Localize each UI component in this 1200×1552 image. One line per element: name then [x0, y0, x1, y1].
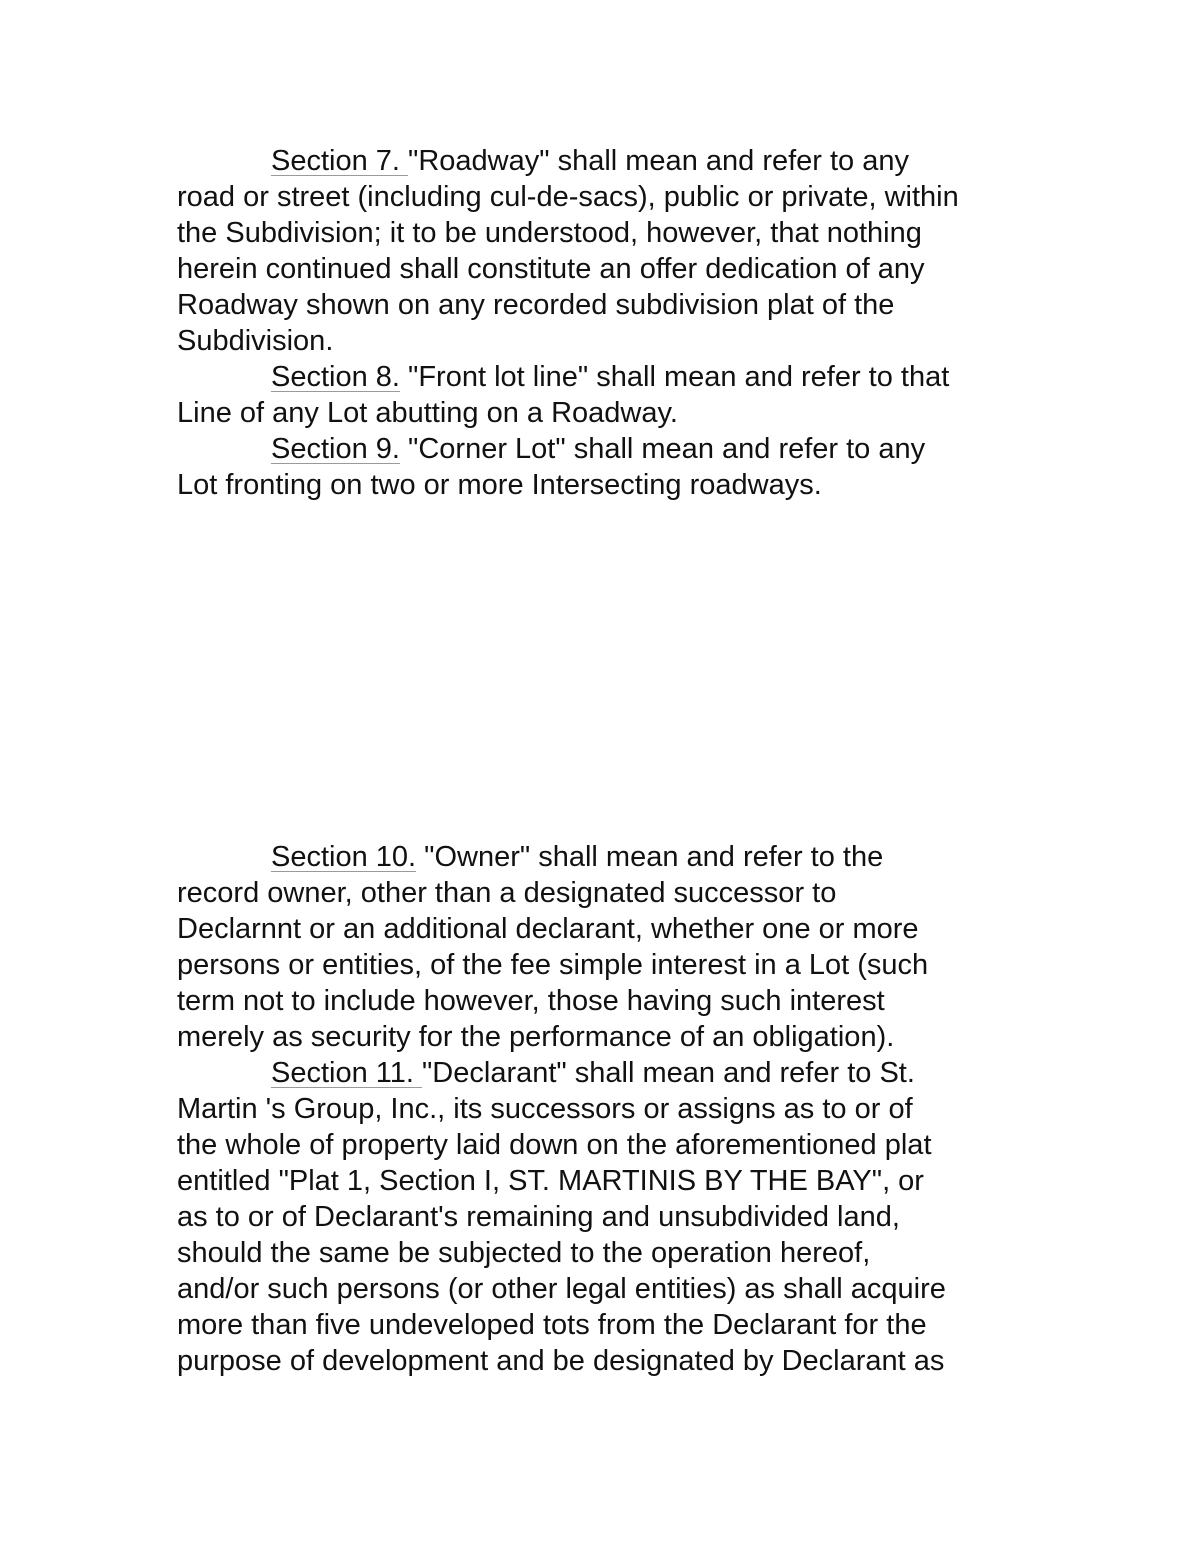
- paragraph-line: the whole of property laid down on the aforementioned plat: [177, 1129, 932, 1161]
- section-9-paragraph: [177, 431, 1037, 503]
- paragraph-line: Roadway shown on any recorded subdivision plat of the: [177, 289, 895, 321]
- paragraph-line-text: "Corner Lot" shall mean and refer to any: [399, 433, 926, 465]
- document-text-upper: [177, 143, 1037, 503]
- paragraph-line: entitled "Plat 1, Section I, ST. MARTINIS BY THE BAY", or: [177, 1165, 924, 1197]
- paragraph-line: Lot fronting on two or more Intersecting roadways.: [177, 469, 822, 501]
- paragraph-line: [177, 431, 1037, 467]
- paragraph-line: more than five undeveloped tots from the Declarant for the: [177, 1309, 927, 1341]
- paragraph-line-text: "Declarant" shall mean and refer to St.: [422, 1057, 915, 1089]
- paragraph-line: persons or entities, of the fee simple interest in a Lot (such: [177, 949, 929, 981]
- paragraph-line: Subdivision.: [177, 325, 334, 357]
- section-7-paragraph: [177, 143, 1037, 359]
- paragraph-line: road or street (including cul-de-sacs), public or private, within: [177, 181, 959, 213]
- paragraph-line-text: "Front lot line" shall mean and refer to that: [399, 361, 950, 393]
- paragraph-line: record owner, other than a designated successor to: [177, 877, 837, 909]
- paragraph-line: merely as security for the performance of an obligation).: [177, 1021, 895, 1053]
- section-8-paragraph: [177, 359, 1037, 431]
- paragraph-line: [177, 839, 1037, 875]
- paragraph-line: Line of any Lot abutting on a Roadway.: [177, 397, 678, 429]
- section-label: Section 9.: [271, 433, 400, 465]
- paragraph-line: the Subdivision; it to be understood, however, that nothing: [177, 217, 922, 249]
- paragraph-line-text: "Roadway" shall mean and refer to any: [408, 145, 910, 177]
- paragraph-line: Declarnnt or an additional declarant, whether one or more: [177, 913, 919, 945]
- section-label: Section 10.: [271, 841, 417, 873]
- paragraph-line: and/or such persons (or other legal entities) as shall acquire: [177, 1273, 946, 1305]
- document-text-lower: [177, 839, 1037, 1379]
- section-label: Section 8.: [271, 361, 400, 393]
- section-10-paragraph: [177, 839, 1037, 1055]
- paragraph-line: purpose of development and be designated by Declarant as: [177, 1345, 945, 1377]
- paragraph-line: herein continued shall constitute an offer dedication of any: [177, 253, 925, 285]
- paragraph-line: [177, 1055, 1037, 1091]
- section-label: Section 7.: [271, 145, 409, 177]
- paragraph-line: [177, 359, 1037, 395]
- paragraph-line: [177, 143, 1037, 179]
- paragraph-line-text: "Owner" shall mean and refer to the: [416, 841, 884, 873]
- section-11-paragraph: [177, 1055, 1037, 1379]
- paragraph-line: Martin 's Group, Inc., its successors or assigns as to or of: [177, 1093, 913, 1125]
- paragraph-line: as to or of Declarant's remaining and unsubdivided land,: [177, 1201, 900, 1233]
- paragraph-line: term not to include however, those having such interest: [177, 985, 885, 1017]
- section-label: Section 11.: [271, 1057, 423, 1089]
- paragraph-line: should the same be subjected to the operation hereof,: [177, 1237, 871, 1269]
